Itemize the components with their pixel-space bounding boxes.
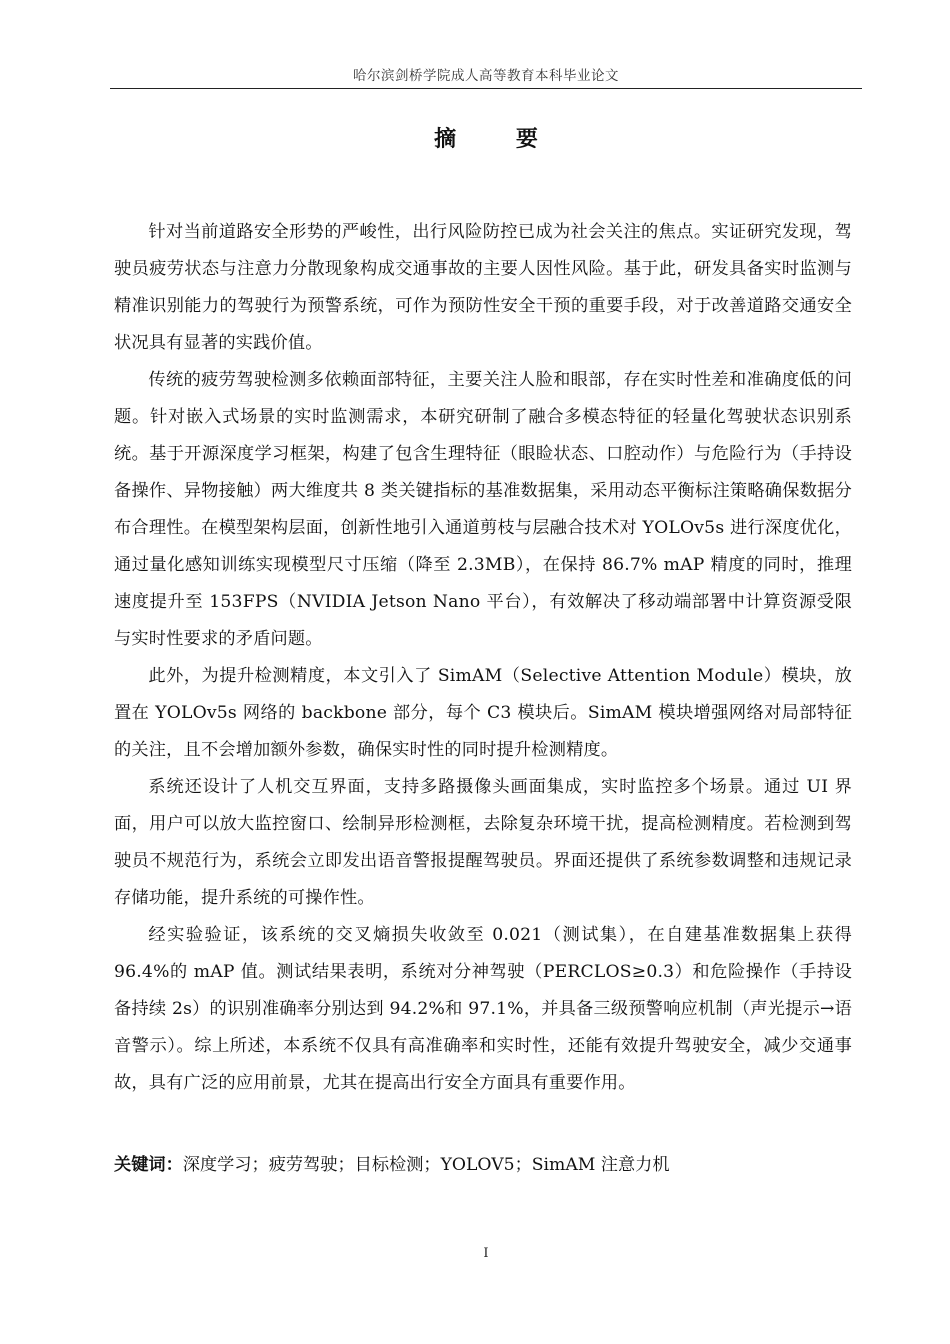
keywords-line bbox=[114, 1150, 852, 1180]
abstract-paragraph-5: 经实验验证，该系统的交叉熵损失收敛至 0.021（测试集），在自建基准数据集上获得 96.4%的 mAP 值。测试结果表明，系统对分神驾驶（PERCLOS≥0.3）和危险操作（手持设备持续 2s）的识别准确率分别达到 94.2%和 97.1%，并具备三级预警响应机制（声光提示→语音警示）。综上所述，本系统不仅具有高准确率和实时性，还能有效提升驾驶安全，减少交通事故，具有广泛的应用前景，尤其在提高出行安全方面具有重要作用。 bbox=[114, 925, 852, 1093]
keywords-list: 深度学习；疲劳驾驶；目标检测；YOLOV5；SimAM 注意力机 bbox=[182, 1155, 670, 1175]
keywords-label: 关键词： bbox=[114, 1155, 183, 1175]
abstract-paragraph-4: 系统还设计了人机交互界面，支持多路摄像头画面集成，实时监控多个场景。通过 UI 界面，用户可以放大监控窗口、绘制异形检测框，去除复杂环境干扰，提高检测精度。若检测到驾驶员不规范行为，系统会立即发出语音警报提醒驾驶员。界面还提供了系统参数调整和违规记录存储功能，提升系统的可操作性。 bbox=[114, 777, 852, 908]
abstract-body bbox=[114, 214, 852, 1102]
page-number: I bbox=[483, 1246, 489, 1261]
header-rule bbox=[110, 88, 862, 89]
abstract-paragraph-1: 针对当前道路安全形势的严峻性，出行风险防控已成为社会关注的焦点。实证研究发现，驾驶员疲劳状态与注意力分散现象构成交通事故的主要人因性风险。基于此，研发具备实时监测与精准识别能力的驾驶行为预警系统，可作为预防性安全干预的重要手段，对于改善道路交通安全状况具有显著的实践价值。 bbox=[114, 222, 852, 353]
running-header: 哈尔滨剑桥学院成人高等教育本科毕业论文 bbox=[353, 68, 619, 84]
abstract-paragraph-3: 此外，为提升检测精度，本文引入了 SimAM（Selective Attention Module）模块，放置在 YOLOv5s 网络的 backbone 部分，每个 C3 模块后。SimAM 模块增强网络对局部特征的关注，且不会增加额外参数，确保实时性的同时提升检测精度。 bbox=[114, 666, 852, 760]
abstract-paragraph-2: 传统的疲劳驾驶检测多依赖面部特征，主要关注人脸和眼部，存在实时性差和准确度低的问题。针对嵌入式场景的实时监测需求，本研究研制了融合多模态特征的轻量化驾驶状态识别系统。基于开源深度学习框架，构建了包含生理特征（眼睑状态、口腔动作）与危险行为（手持设备操作、异物接触）两大维度共 8 类关键指标的基准数据集，采用动态平衡标注策略确保数据分布合理性。在模型架构层面，创新性地引入通道剪枝与层融合技术对 YOLOv5s 进行深度优化，通过量化感知训练实现模型尺寸压缩（降至 2.3MB），在保持 86.7% mAP 精度的同时，推理速度提升至 153FPS（NVIDIA Jetson Nano 平台），有效解决了移动端部署中计算资源受限与实时性要求的矛盾问题。 bbox=[114, 370, 852, 649]
abstract-title: 摘 要 bbox=[434, 127, 564, 152]
